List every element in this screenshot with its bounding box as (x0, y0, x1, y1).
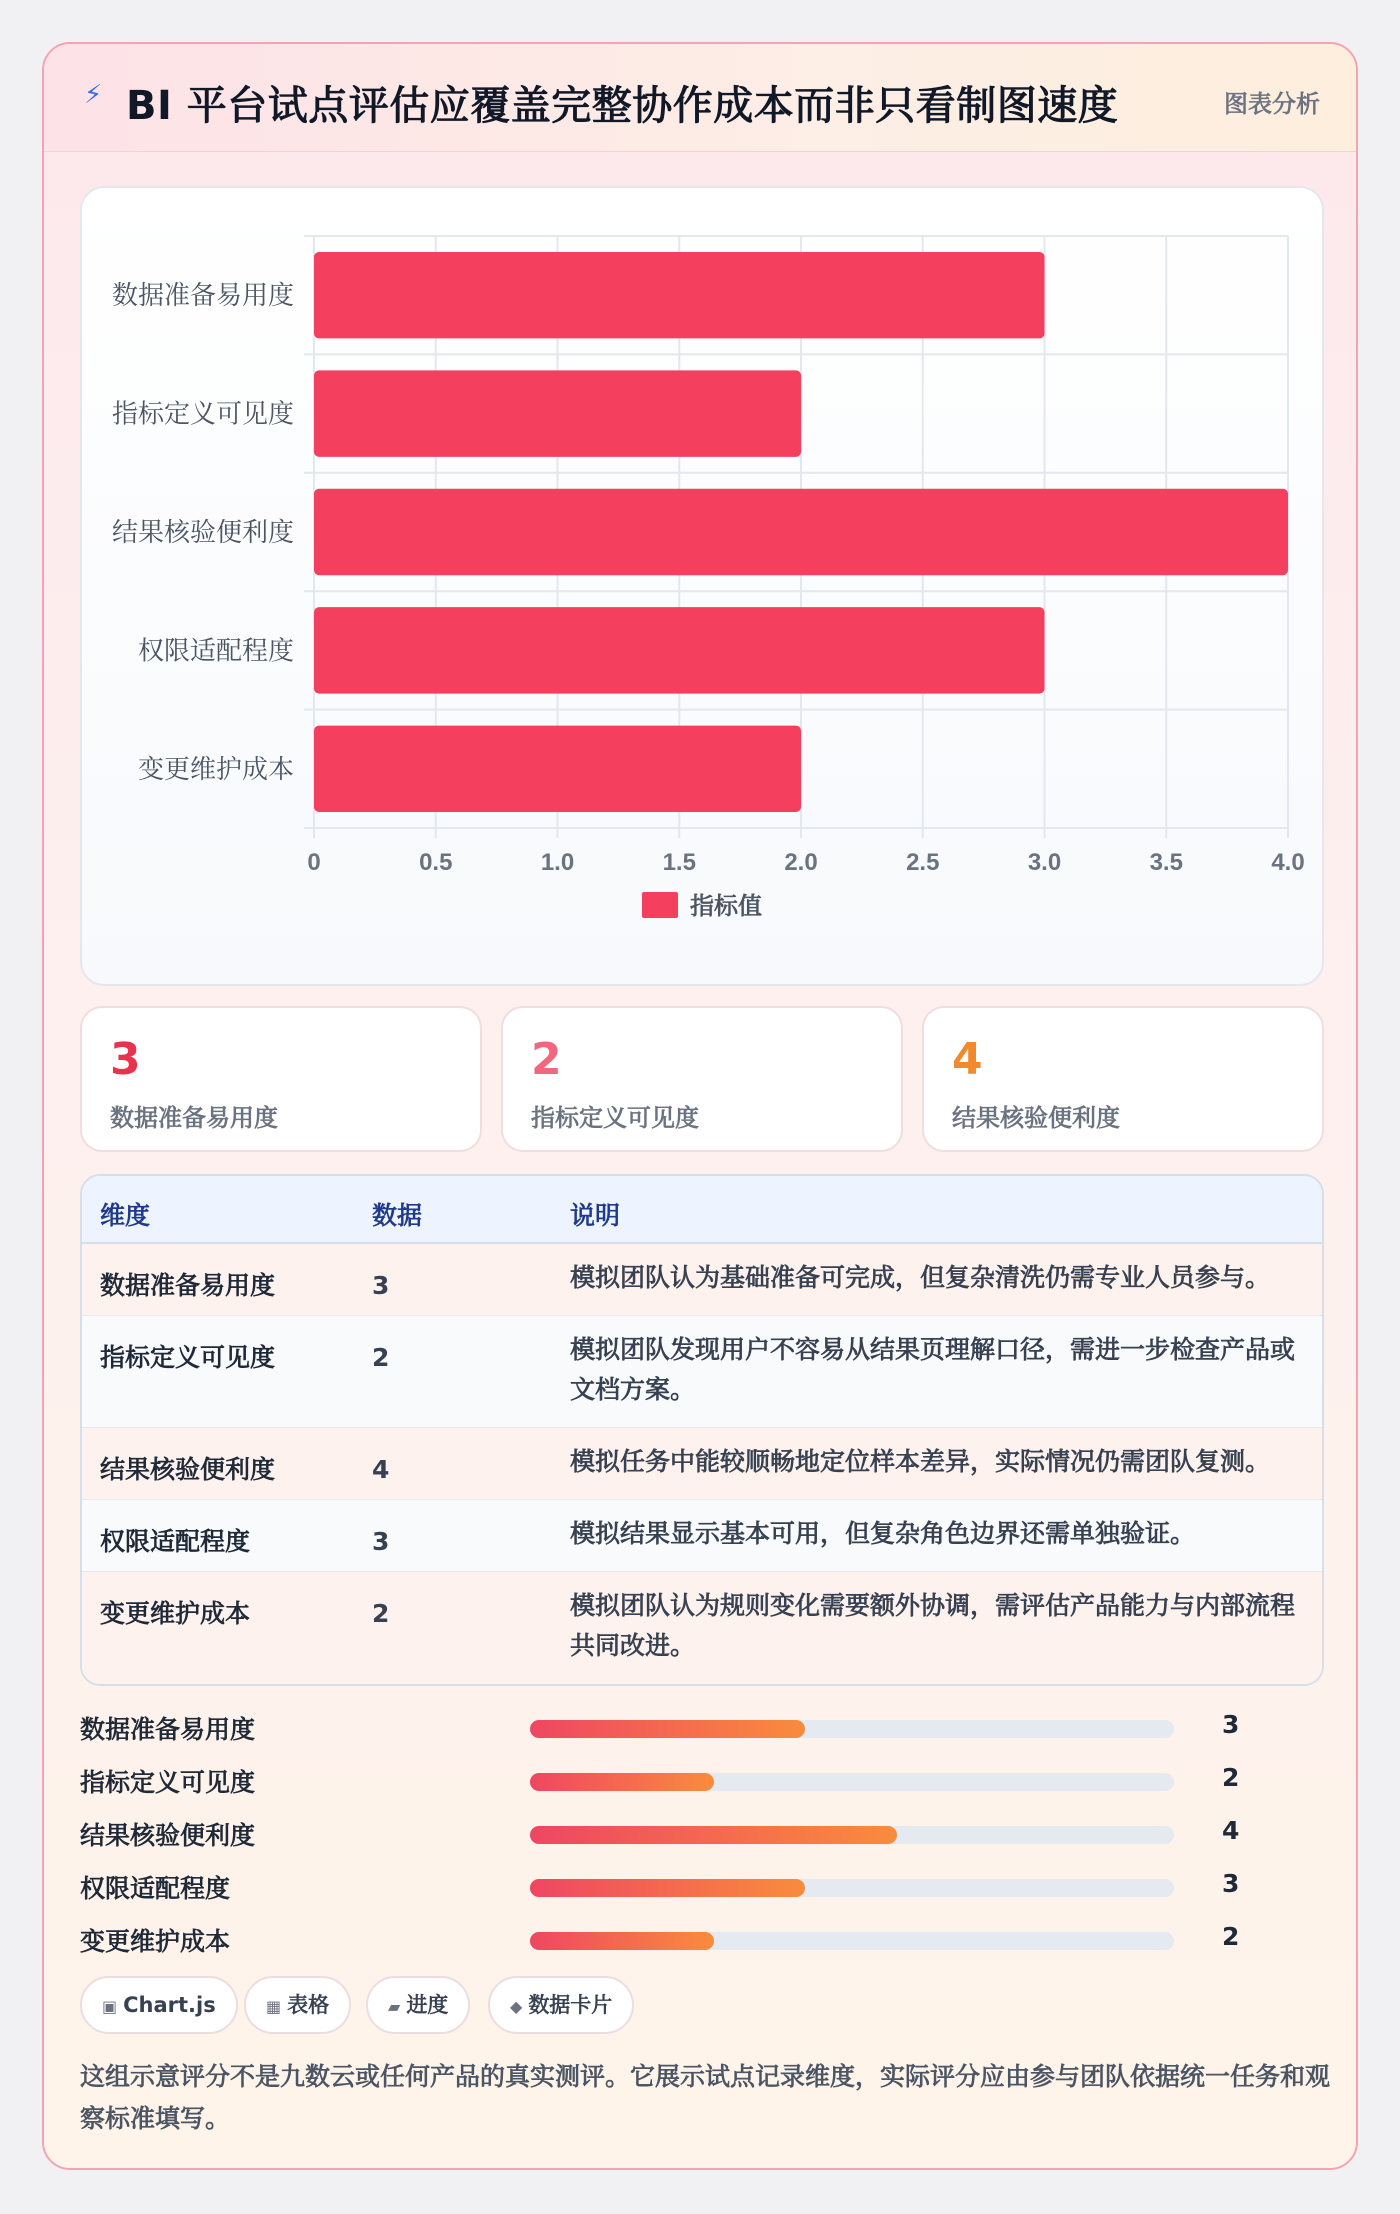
x-tick-label: 0.5 (419, 849, 453, 876)
table-row (82, 1316, 1324, 1428)
chip-chartjs[interactable] (80, 1976, 238, 2034)
chart-icon: ▣ (102, 1997, 118, 2016)
chip-label: 数据卡片 (528, 1993, 613, 2017)
progress-list (80, 1706, 1324, 1976)
bar (314, 489, 1288, 575)
table-header (82, 1176, 1324, 1244)
progress-row (80, 1759, 1324, 1799)
category-label: 结果核验便利度 (111, 517, 294, 547)
chip-label: 表格 (287, 1993, 330, 2017)
category-label: 指标定义可见度 (111, 398, 294, 429)
cell-value: 2 (372, 1343, 390, 1372)
cell-value: 3 (372, 1271, 390, 1300)
progress-track (530, 1826, 1174, 1844)
chip-progress[interactable] (366, 1976, 470, 2034)
column-header-value: 数据 (372, 1201, 423, 1230)
cell-dimension: 变更维护成本 (100, 1599, 251, 1628)
stat-label: 指标定义可见度 (531, 1104, 699, 1132)
progress-fill (530, 1932, 714, 1950)
stat-card (501, 1006, 903, 1152)
cell-dimension: 指标定义可见度 (100, 1343, 276, 1372)
progress-label: 数据准备易用度 (80, 1715, 256, 1744)
page-title: BI 平台试点评估应覆盖完整协作成本而非只看制图速度 (126, 83, 1119, 129)
x-tick-label: 2.5 (906, 849, 940, 876)
bar (314, 607, 1045, 693)
bar-chart (82, 188, 1326, 988)
progress-row (80, 1706, 1324, 1746)
progress-value: 3 (1222, 1869, 1240, 1898)
progress-value: 4 (1222, 1816, 1240, 1845)
table-row (82, 1500, 1324, 1572)
stat-value: 3 (110, 1034, 141, 1085)
cell-dimension: 数据准备易用度 (100, 1271, 276, 1300)
stat-label: 数据准备易用度 (110, 1104, 278, 1132)
chip-label: Chart.js (123, 1993, 216, 2017)
bar (314, 726, 801, 812)
bar (314, 370, 801, 456)
category-label: 数据准备易用度 (111, 280, 294, 311)
progress-row (80, 1865, 1324, 1905)
x-tick-label: 3.0 (1027, 849, 1062, 876)
stat-card (80, 1006, 482, 1152)
x-tick-label: 3.5 (1149, 849, 1183, 876)
x-tick-label: 1.5 (662, 849, 696, 876)
progress-track (530, 1773, 1174, 1791)
chart-analysis-tag: 图表分析 (1224, 90, 1320, 118)
progress-fill (530, 1826, 897, 1844)
progress-fill (530, 1879, 805, 1897)
chip-table[interactable] (244, 1976, 351, 2034)
table-row (82, 1572, 1324, 1686)
chip-label: 进度 (406, 1993, 449, 2017)
x-tick-label: 1.0 (540, 849, 575, 876)
stat-cards (80, 1006, 1324, 1152)
stat-value: 2 (531, 1034, 562, 1085)
cell-note: 模拟结果显示基本可用，但复杂角色边界还需单独验证。 (570, 1519, 1196, 1548)
progress-value: 2 (1222, 1922, 1240, 1951)
progress-fill (530, 1773, 714, 1791)
progress-track (530, 1720, 1174, 1738)
stat-card (922, 1006, 1324, 1152)
cell-value: 3 (372, 1527, 390, 1556)
progress-value: 2 (1222, 1763, 1240, 1792)
cell-dimension: 结果核验便利度 (100, 1455, 276, 1484)
diamond-icon: ◆ (510, 1997, 523, 2016)
progress-label: 结果核验便利度 (80, 1821, 256, 1850)
cell-dimension: 权限适配程度 (100, 1527, 251, 1556)
x-tick-label: 4.0 (1271, 849, 1305, 876)
stat-label: 结果核验便利度 (952, 1104, 1120, 1132)
header (44, 44, 1358, 152)
cell-note: 模拟团队发现用户不容易从结果页理解口径，需进一步检查产品或文档方案。 (570, 1335, 1296, 1404)
progress-label: 指标定义可见度 (80, 1768, 256, 1797)
footnote: 这组示意评分不是九数云或任何产品的真实测评。它展示试点记录维度，实际评分应由参与团队依据统一任务和观察标准填写。 (80, 2062, 1331, 2133)
chip-data-card[interactable] (488, 1976, 634, 2034)
legend-label: 指标值 (690, 893, 762, 920)
progress-value: 3 (1222, 1710, 1240, 1739)
progress-label: 变更维护成本 (80, 1927, 231, 1956)
cell-note: 模拟团队认为规则变化需要额外协调，需评估产品能力与内部流程共同改进。 (570, 1591, 1296, 1660)
category-label: 权限适配程度 (137, 635, 294, 666)
progress-track (530, 1932, 1174, 1950)
table-icon: ▦ (266, 1997, 282, 2016)
table-row (82, 1244, 1324, 1316)
legend-swatch (642, 892, 678, 918)
table-row (82, 1428, 1324, 1500)
x-tick-label: 0 (307, 849, 321, 876)
progress-label: 权限适配程度 (80, 1874, 231, 1903)
cell-note: 模拟任务中能较顺畅地定位样本差异，实际情况仍需团队复测。 (570, 1447, 1271, 1476)
cell-value: 4 (372, 1455, 390, 1484)
cell-value: 2 (372, 1599, 390, 1628)
progress-icon: ▰ (388, 1997, 401, 2016)
report-card (42, 42, 1358, 2170)
x-tick-label: 2.0 (784, 849, 818, 876)
progress-track (530, 1879, 1174, 1897)
bar-chart-panel (80, 186, 1324, 986)
cell-note: 模拟团队认为基础准备可完成，但复杂清洗仍需专业人员参与。 (570, 1263, 1271, 1292)
progress-row (80, 1812, 1324, 1852)
column-header-note: 说明 (570, 1201, 621, 1230)
data-table (80, 1174, 1324, 1686)
progress-row (80, 1918, 1324, 1958)
stat-value: 4 (952, 1034, 983, 1085)
progress-fill (530, 1720, 805, 1738)
bar (314, 252, 1045, 338)
category-label: 变更维护成本 (137, 753, 294, 784)
lightning-icon: ⚡ (84, 80, 103, 110)
column-header-dimension: 维度 (100, 1201, 151, 1230)
